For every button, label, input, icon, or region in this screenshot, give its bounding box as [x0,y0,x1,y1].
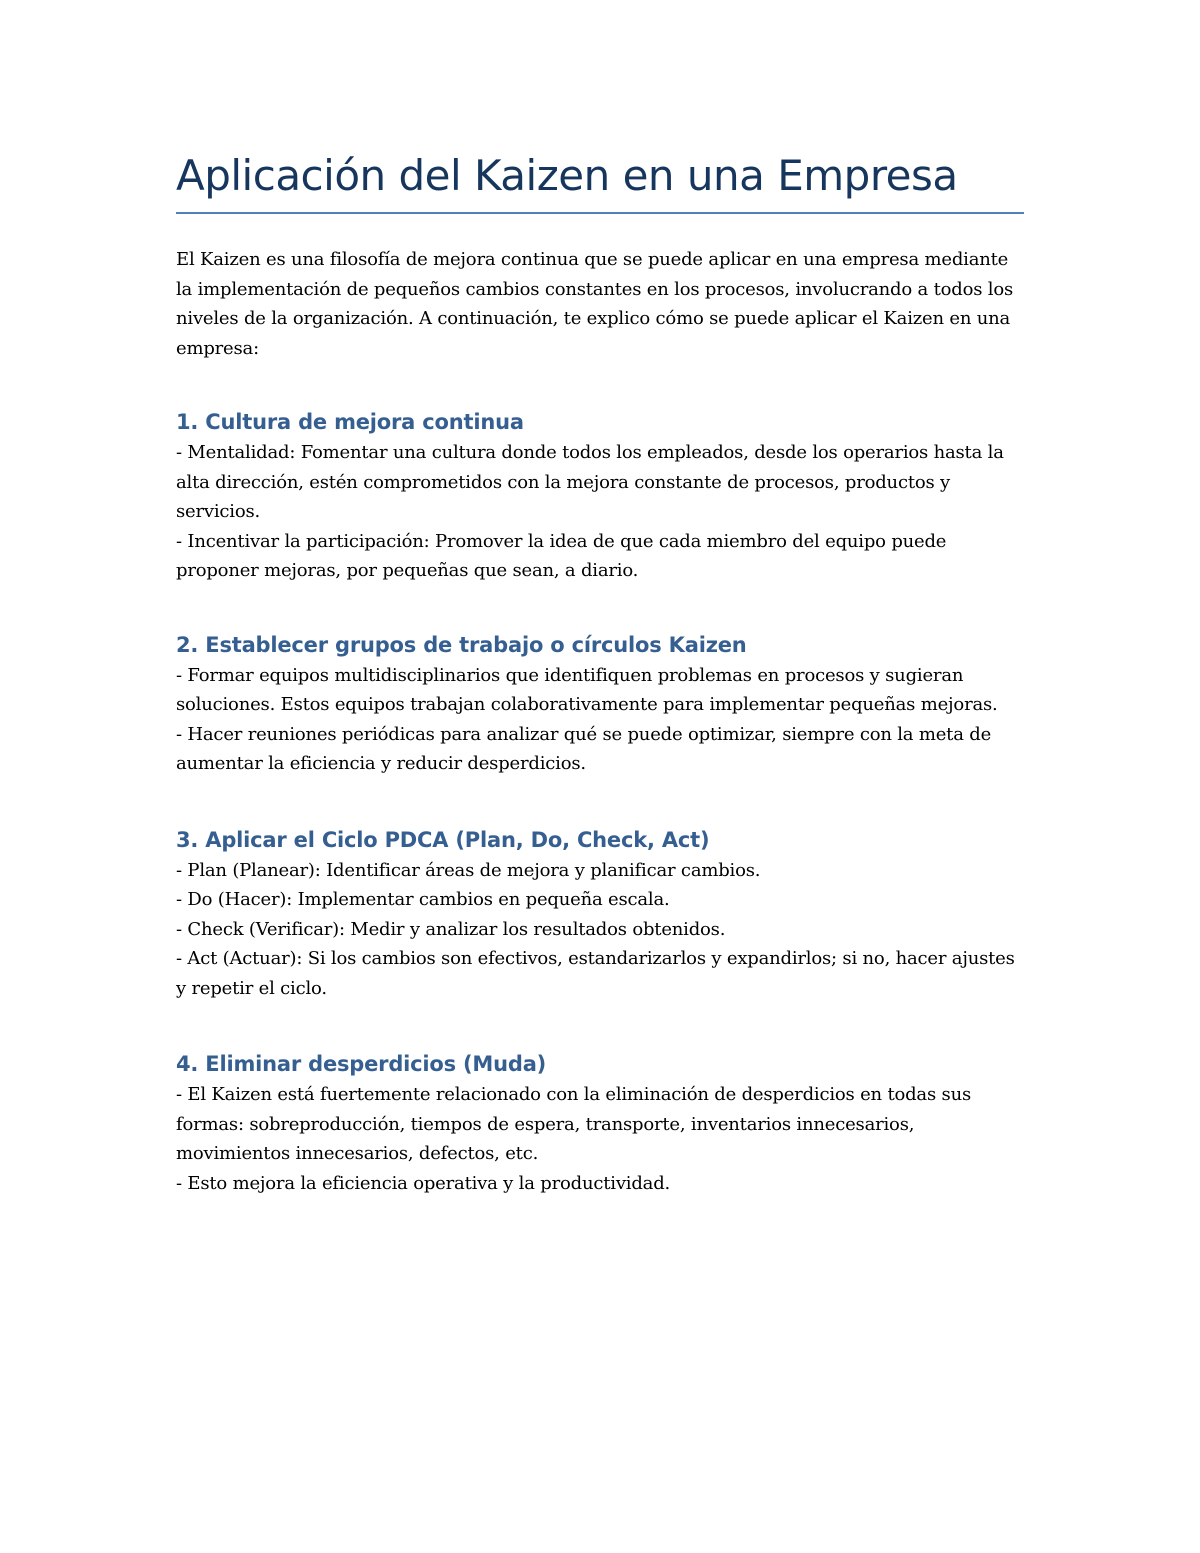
document-title: Aplicación del Kaizen en una Empresa [176,151,958,200]
section-4 [176,1048,1026,1198]
section-paragraph: - Check (Verificar): Medir y analizar los resultados obtenidos. [176,918,726,940]
document-page [176,140,1026,1198]
section-2 [176,629,1026,779]
section-heading: 2. Establecer grupos de trabajo o círculos Kaizen [176,632,747,657]
section-paragraph: - Incentivar la participación: Promover la idea de que cada miembro del equipo puede proponer mejoras, por pequeñas que sean, a diario. [176,530,947,581]
title-underline [176,212,1024,214]
intro-paragraph: El Kaizen es una filosofía de mejora continua que se puede aplicar en una empresa mediante la implementación de pequeños cambios constantes en los procesos, involucrando a todos los niveles de la organización. A continuación, te explico cómo se puede aplicar el Kaizen en una empresa: [176,249,1014,359]
section-paragraph: - El Kaizen está fuertemente relacionado con la eliminación de desperdicios en todas sus formas: sobreproducción, tiempos de espera, transporte, inventarios innecesarios, movimientos innecesarios, defectos, etc. [176,1084,971,1164]
section-paragraph: - Do (Hacer): Implementar cambios en pequeña escala. [176,889,670,910]
section-3 [176,824,1026,1004]
section-paragraph: - Formar equipos multidisciplinarios que identifiquen problemas en procesos y sugieran soluciones. Estos equipos trabajan colaborativamente para implementar pequeñas mejoras. [176,664,998,715]
section-paragraph: - Plan (Planear): Identificar áreas de mejora y planificar cambios. [176,859,761,881]
section-heading: 3. Aplicar el Ciclo PDCA (Plan, Do, Check, Act) [176,827,710,852]
section-paragraph: - Mentalidad: Fomentar una cultura donde todos los empleados, desde los operarios hasta la alta dirección, estén comprometidos con la mejora constante de procesos, productos y servicios. [176,442,1004,522]
section-1 [176,406,1026,586]
section-heading: 1. Cultura de mejora continua [176,410,524,434]
section-paragraph: - Act (Actuar): Si los cambios son efectivos, estandarizarlos y expandirlos; si no, hacer ajustes y repetir el ciclo. [176,948,1015,999]
section-heading: 4. Eliminar desperdicios (Muda) [176,1052,547,1076]
section-paragraph: - Esto mejora la eficiencia operativa y la productividad. [176,1172,671,1194]
intro-block [176,245,1026,363]
section-paragraph: - Hacer reuniones periódicas para analizar qué se puede optimizar, siempre con la meta de aumentar la eficiencia y reducir desperdicios. [176,723,992,774]
